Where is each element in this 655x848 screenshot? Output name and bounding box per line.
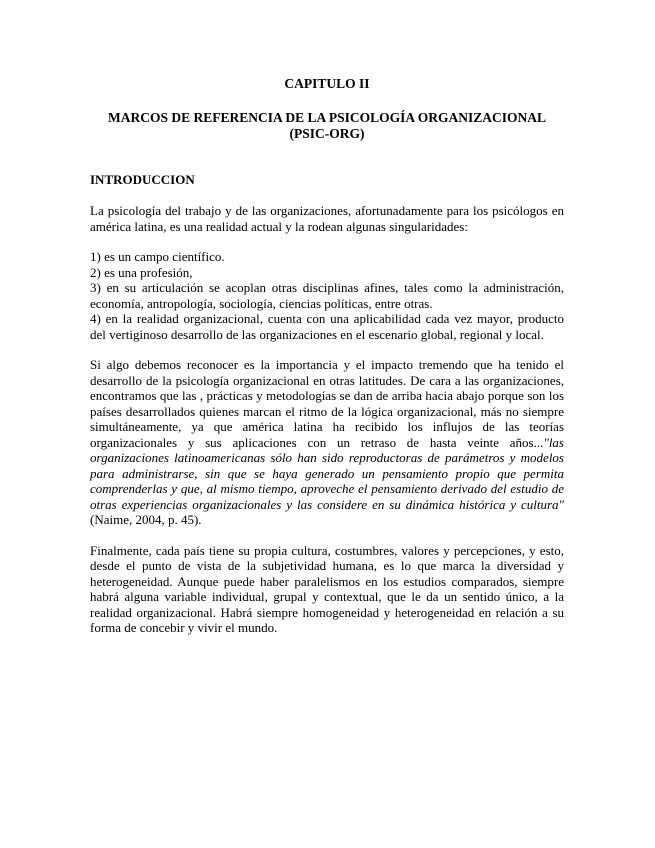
list-item: 3) en su articulación se acoplan otras disciplinas afines, tales como la administración, economía, antropología, sociología, ciencias políticas, entre otras.	[90, 280, 564, 311]
document-body	[90, 76, 564, 651]
chapter-title-line-2: (PSIC-ORG)	[289, 125, 365, 141]
list-item: 2) es una profesión,	[90, 264, 193, 280]
section-heading: INTRODUCCION	[90, 171, 195, 187]
list-item: 4) en la realidad organizacional, cuenta con una aplicabilidad cada vez mayor, producto del vertiginoso desarrollo de las organizaciones en el escenario global, regional y local.	[90, 311, 564, 342]
list-item: 1) es un campo científico.	[90, 249, 225, 264]
body-paragraph-3: Finalmente, cada país tiene su propia cultura, costumbres, valores y percepciones, y esto, desde el punto de vista de la subjetividad humana, es lo que marca la diversidad y heterogeneidad. Aunque puede haber paralelismos en los estudios comparados, siempre habrá alguna variable individual, grupal y contextual, que le da un sentido único, a la realidad organizacional. Habrá siempre homogeneidad y heterogeneidad en relación a su forma de concebir y vivir el mundo.	[90, 542, 564, 635]
chapter-heading: CAPITULO II	[284, 76, 370, 91]
chapter-title-line-1: MARCOS DE REFERENCIA DE LA PSICOLOGÍA ORGANIZACIONAL	[107, 109, 547, 125]
citation-text: (Naime, 2004, p. 45).	[90, 512, 202, 527]
paragraph-2-text: Si algo debemos reconocer es la importancia y el impacto tremendo que ha tenido el desarrollo de la psicología organizacional en otras latitudes. De cara a las organizaciones, encontramos que las , prácticas y metodologías se dan de arriba hacia abajo porque son los países desarrollados quienes marcan el ritmo de la lógica organizacional, más no siempre simultáneamente, ya que américa latina ha recibido los influjos de las teorías organizacionales y sus aplicaciones con un retraso de hasta veinte años...	[90, 357, 564, 450]
chapter-title	[90, 110, 564, 142]
singularities-list	[90, 249, 564, 342]
intro-paragraph: La psicología del trabajo y de las organizaciones, afortunadamente para los psicólogos en américa latina, es una realidad actual y la rodean algunas singularidades:	[90, 203, 564, 234]
quote-text: "las organizaciones latinoamericanas sólo han sido reproductoras de parámetros y modelos para administrarse, sin que se haya generado un pensamiento propio que permita comprenderlas y que, al mismo tiempo, aproveche el pensamiento derivado del estudio de otras experiencias organizacionales y las considere en su dinámica histórica y cultura"	[90, 434, 564, 512]
body-paragraph-2	[90, 357, 564, 528]
